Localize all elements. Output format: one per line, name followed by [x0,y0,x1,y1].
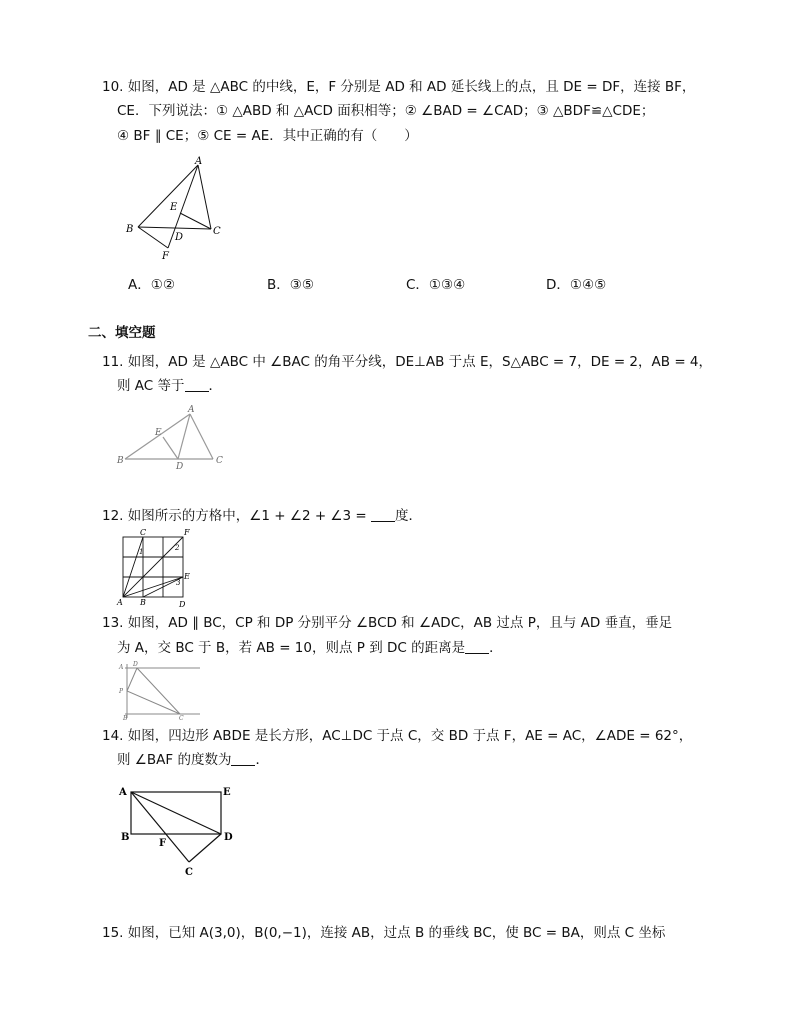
q14-label-b: B [121,832,130,843]
q14-label-e: E [223,787,231,798]
q12-answer-blank[interactable] [371,507,395,522]
q10-label-a: A [195,156,203,167]
q13-label-d: D [133,661,138,668]
q13-label-b: B [123,715,128,720]
q13-line1: 13. 如图，AD ∥ BC，CP 和 DP 分别平分 ∠BCD 和 ∠ADC，AB 过点 P，且与 AD 垂直，垂足 [102,615,673,631]
q13-answer-blank[interactable] [465,639,489,654]
q11-label-a: A [188,405,195,415]
q15-line1: 15. 如图，已知 A(3,0)，B(0,−1)，连接 AB，过点 B 的垂线 BC，使 BC = BA，则点 C 坐标 [102,925,666,941]
q12-angle-3: 3 [176,579,181,587]
q14-label-f: F [159,838,167,849]
q12-line1 [102,506,422,526]
q13-label-c: C [179,715,184,720]
q12-line1-end: 度． [395,508,423,524]
q12-angle-1: 1 [139,548,144,556]
q12-label-c: C [140,528,147,537]
q10-line2: CE．下列说法：① △ABD 和 △ACD 面积相等；② ∠BAD = ∠CAD；③ △BDF≌△CDE； [117,103,655,119]
q12-label-b: B [140,598,146,607]
q11-answer-blank[interactable] [185,377,209,392]
q10-option-d[interactable]: D．①④⑤ [546,277,607,293]
q10-option-a[interactable]: A．①② [128,277,175,293]
section-title: 二、填空题 [88,325,156,341]
q10-label-f: F [162,251,169,262]
q11-label-e: E [155,428,162,438]
q13-line2-text: 为 A，交 BC 于 B，若 AB = 10，则点 P 到 DC 的距离是 [117,640,466,656]
q10-figure [118,155,228,263]
q13-figure [115,660,205,720]
q10-line3: ④ BF ∥ CE；⑤ CE = AE．其中正确的有（ ） [117,128,418,144]
q14-line2-end: ． [255,752,269,768]
q14-label-d: D [224,832,233,843]
q12-label-e: E [184,572,190,581]
q12-line1-text: 12. 如图所示的方格中，∠1 + ∠2 + ∠3 = [102,508,367,524]
q13-label-p: P [119,688,124,695]
q13-line2 [117,638,503,658]
q10-label-d: D [175,232,184,243]
q14-figure [115,780,240,880]
q14-line2-text: 则 ∠BAF 的度数为 [117,752,232,768]
q11-figure [115,402,230,470]
q12-label-a: A [117,598,123,607]
q11-label-c: C [216,456,223,466]
q11-line1: 11. 如图，AD 是 △ABC 中 ∠BAC 的角平分线，DE⊥AB 于点 E，S△ABC = 7，DE = 2，AB = 4， [102,354,713,370]
q14-answer-blank[interactable] [231,751,255,766]
q12-label-f: F [184,528,190,537]
q14-line1: 14. 如图，四边形 ABDE 是长方形，AC⊥DC 于点 C，交 BD 于点 F，AE = AC，∠ADE = 62°， [102,728,693,744]
q13-label-a: A [119,664,124,671]
q11-line2-text: 则 AC 等于 [117,378,185,394]
q11-label-b: B [117,456,124,466]
q10-label-b: B [126,224,134,235]
q14-label-a: A [119,787,127,798]
q11-line2-end: ． [208,378,223,394]
q13-line2-end: ． [489,640,503,656]
q12-figure [115,527,195,609]
q12-label-d: D [179,600,186,609]
q14-line2 [117,750,269,770]
q10-option-c[interactable]: C．①③④ [406,277,466,293]
q10-label-c: C [213,226,221,237]
q14-label-c: C [185,867,193,878]
q10-label-e: E [170,202,178,213]
q11-label-d: D [176,462,184,470]
q10-line1: 10. 如图，AD 是 △ABC 的中线，E，F 分别是 AD 和 AD 延长线上的点，且 DE = DF，连接 BF， [102,79,696,95]
q10-option-b[interactable]: B．③⑤ [267,277,314,293]
q12-angle-2: 2 [175,544,180,552]
q11-line2 [117,376,222,396]
